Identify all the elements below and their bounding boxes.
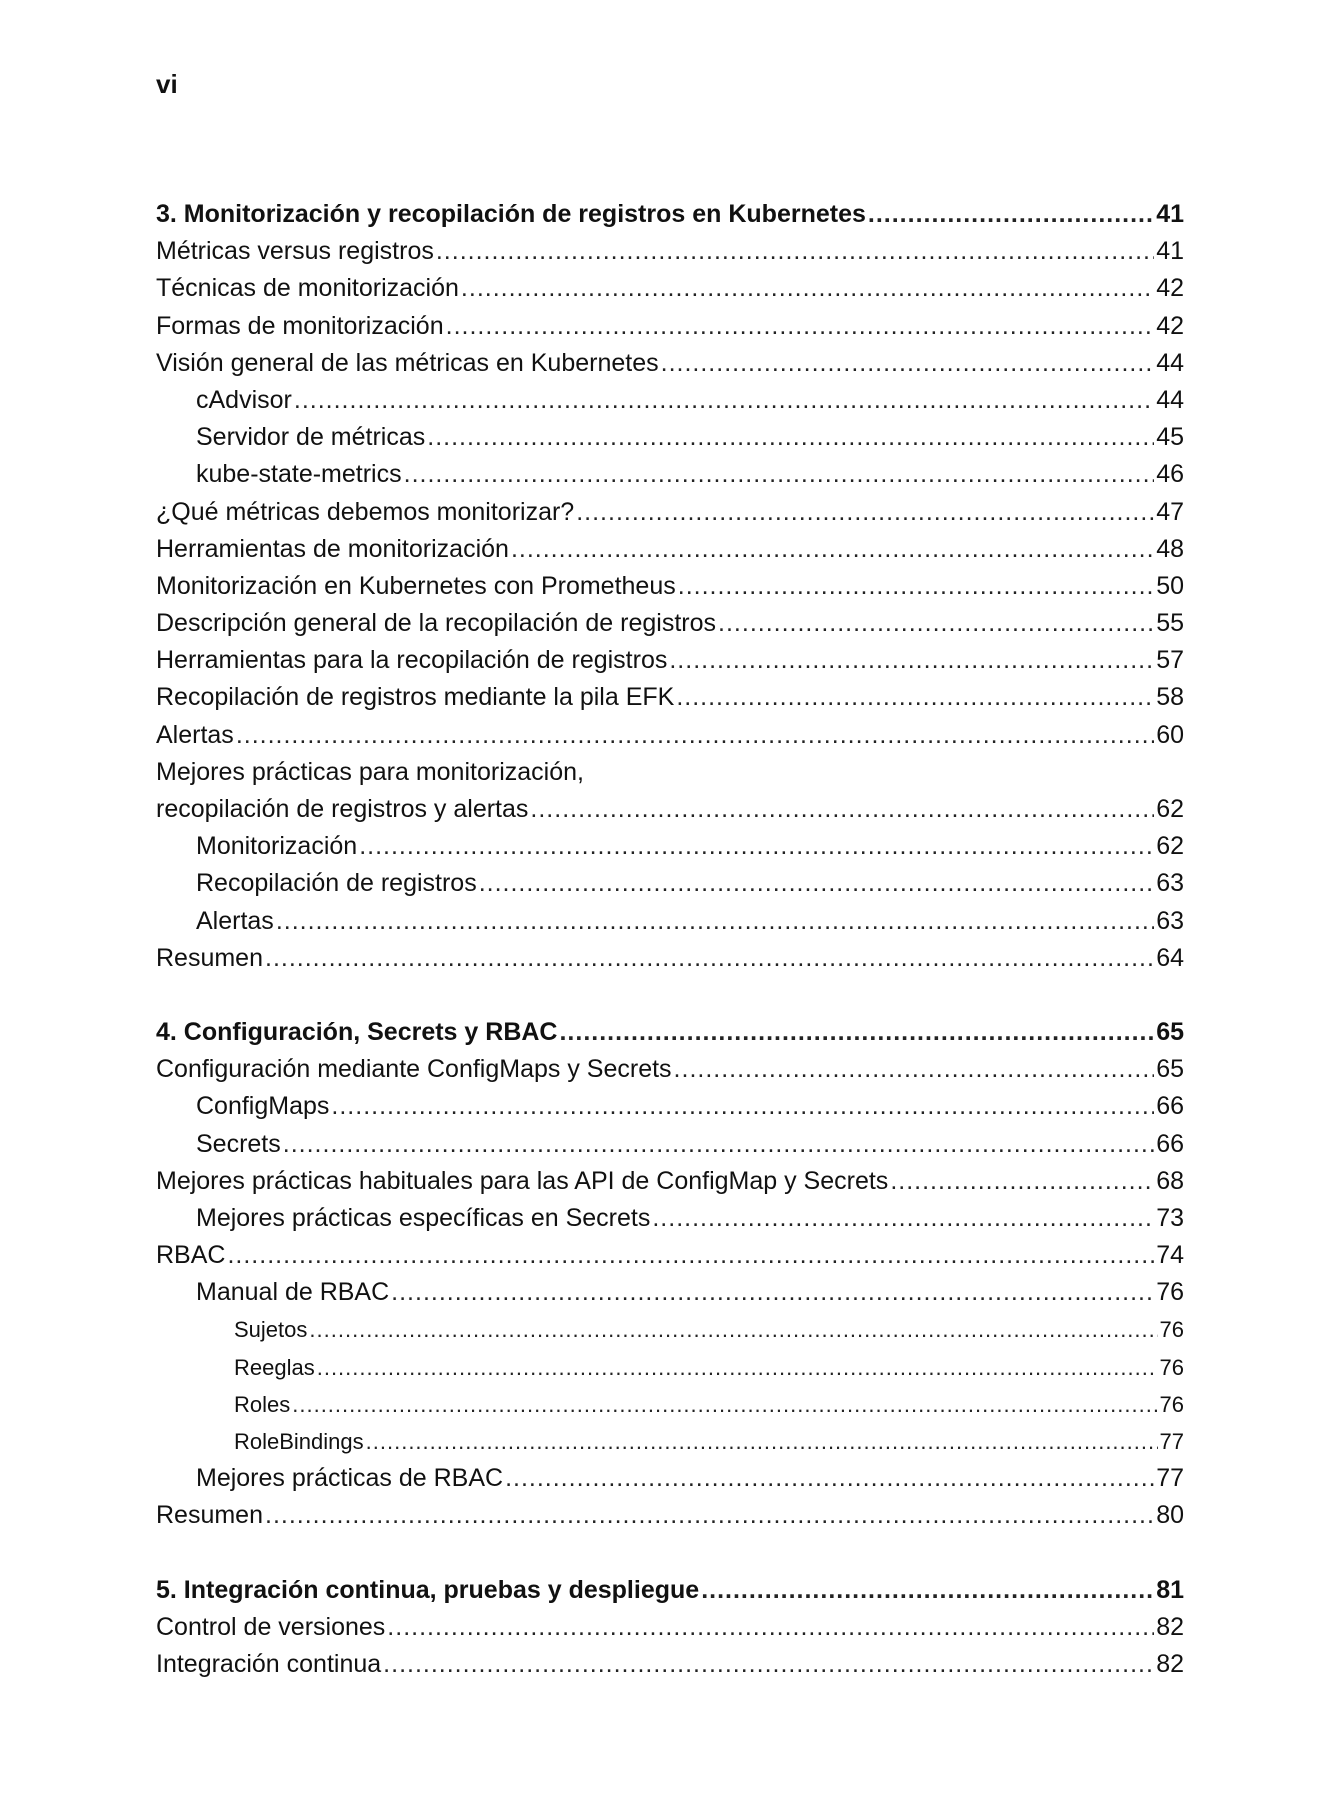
toc-entry[interactable] [156,1163,1184,1200]
entry-title: Alertas [196,906,274,935]
entry-title: Roles [234,1391,291,1417]
entry-page-number: 44 [1156,348,1184,377]
toc-entry[interactable] [156,679,1184,716]
entry-page-number: 44 [1156,385,1184,414]
entry-title: Técnicas de monitorización [156,274,459,303]
entry-page-number: 62 [1156,832,1184,861]
entry-title: RBAC [156,1241,226,1270]
toc-entry[interactable] [156,531,1184,568]
entry-title: ¿Qué métricas debemos monitorizar? [156,497,575,526]
entry-page-number: 42 [1156,311,1184,340]
dot-leader [436,233,1154,270]
entry-page-number: 77 [1159,1429,1184,1454]
toc-subentry[interactable] [156,1126,1184,1163]
dot-leader [309,1311,1157,1348]
dot-leader [294,382,1154,419]
chapter-heading[interactable] [156,1014,1184,1051]
dot-leader [292,1386,1157,1423]
dot-leader [530,791,1154,828]
entry-title: Secrets [196,1129,281,1158]
dot-leader [479,865,1154,902]
entry-title: RoleBindings [234,1429,364,1454]
dot-leader [387,1609,1154,1646]
entry-title: Recopilación de registros mediante la pila EFK [156,683,675,712]
entry-title: Herramientas para la recopilación de registros [156,646,668,675]
dot-leader [511,531,1154,568]
toc-entry[interactable] [156,233,1184,270]
table-of-contents [156,196,1184,1720]
entry-page-number: 74 [1156,1241,1184,1270]
chapter-title: 4. Configuración, Secrets y RBAC [156,1017,558,1046]
dot-leader [366,1423,1158,1460]
entry-page-number: 76 [1159,1317,1184,1343]
dot-leader [383,1646,1154,1683]
dot-leader [718,605,1154,642]
entry-page-number: 63 [1156,906,1184,935]
entry-page-number: 47 [1156,497,1184,526]
toc-chapter [156,1572,1184,1684]
toc-subsubentry[interactable] [156,1423,1184,1460]
dot-leader [661,345,1155,382]
dot-leader [701,1572,1154,1609]
dot-leader [446,308,1155,345]
entry-page-number: 60 [1156,720,1184,749]
entry-title: Visión general de las métricas en Kubernetes [156,348,659,377]
toc-entry[interactable] [156,1051,1184,1088]
toc-subsubentry[interactable] [156,1349,1184,1386]
dot-leader [868,196,1154,233]
toc-entry[interactable] [156,345,1184,382]
chapter-page-number: 41 [1156,200,1184,228]
entry-title: Herramientas de monitorización [156,534,509,563]
entry-title: Resumen [156,1501,263,1530]
entry-title: Configuración mediante ConfigMaps y Secrets [156,1055,672,1084]
entry-page-number: 82 [1156,1612,1184,1641]
entry-page-number: 55 [1156,609,1184,638]
entry-page-number: 66 [1156,1092,1184,1121]
entry-page-number: 76 [1159,1391,1184,1417]
entry-title: Formas de monitorización [156,311,444,340]
entry-title: Monitorización en Kubernetes con Prometheus [156,571,676,600]
entry-title: Descripción general de la recopilación de registros [156,609,717,638]
dot-leader [559,1014,1154,1051]
toc-entry[interactable] [156,1497,1184,1534]
entry-page-number: 58 [1156,683,1184,712]
dot-leader [283,1126,1154,1163]
chapter-title: 5. Integración continua, pruebas y despliegue [156,1575,700,1604]
entry-page-number: 42 [1156,274,1184,303]
toc-subentry[interactable] [156,903,1184,940]
toc-chapter [156,1014,1184,1535]
dot-leader [678,568,1154,605]
dot-leader [652,1200,1154,1237]
entry-title: Mejores prácticas específicas en Secrets [196,1203,651,1232]
entry-title: ConfigMaps [196,1092,330,1121]
dot-leader [317,1349,1158,1386]
dot-leader [427,419,1154,456]
toc-subentry[interactable] [156,1274,1184,1311]
entry-title: kube-state-metrics [196,460,402,489]
entry-page-number: 57 [1156,646,1184,675]
toc-entry-line[interactable] [156,754,1184,791]
dot-leader [265,940,1154,977]
entry-page-number: 62 [1156,795,1184,823]
entry-title: Métricas versus registros [156,237,434,266]
toc-entry[interactable] [156,270,1184,307]
toc-subentry[interactable] [156,1088,1184,1125]
dot-leader [404,456,1155,493]
toc-subentry[interactable] [156,456,1184,493]
dot-leader [676,679,1154,716]
entry-page-number: 45 [1156,423,1184,452]
toc-entry[interactable] [156,791,1184,828]
toc-entry[interactable] [156,1646,1184,1683]
entry-title: Servidor de métricas [196,423,426,452]
toc-subentry[interactable] [156,1200,1184,1237]
entry-page-number: 50 [1156,571,1184,600]
toc-entry[interactable] [156,605,1184,642]
entry-page-number: 48 [1156,534,1184,563]
entry-page-number: 63 [1156,869,1184,898]
dot-leader [331,1088,1154,1125]
toc-subentry[interactable] [156,382,1184,419]
entry-title: cAdvisor [196,385,292,414]
toc-subsubentry[interactable] [156,1311,1184,1348]
entry-title: Mejores prácticas de RBAC [196,1464,504,1493]
toc-entry[interactable] [156,568,1184,605]
toc-subentry[interactable] [156,865,1184,902]
chapter-page-number: 81 [1156,1575,1184,1604]
toc-subsubentry[interactable] [156,1386,1184,1423]
dot-leader [227,1237,1154,1274]
entry-title: Recopilación de registros [196,869,477,898]
dot-leader [359,828,1154,865]
chapter-heading[interactable] [156,1572,1184,1609]
dot-leader [461,270,1154,307]
toc-entry[interactable] [156,642,1184,679]
entry-page-number: 64 [1156,943,1184,972]
entry-title: Monitorización [196,832,358,861]
dot-leader [265,1497,1154,1534]
toc-entry[interactable] [156,940,1184,977]
entry-page-number: 46 [1156,460,1184,489]
entry-page-number: 68 [1156,1166,1184,1195]
dot-leader [890,1163,1154,1200]
toc-entry[interactable] [156,1609,1184,1646]
dot-leader [576,494,1154,531]
dot-leader [674,1051,1155,1088]
chapter-page-number: 65 [1156,1017,1184,1046]
chapter-heading[interactable] [156,196,1184,233]
entry-title: Manual de RBAC [196,1278,390,1307]
toc-subentry[interactable] [156,419,1184,456]
entry-page-number: 76 [1156,1278,1184,1307]
toc-entry[interactable] [156,494,1184,531]
toc-entry[interactable] [156,717,1184,754]
entry-page-number: 77 [1156,1464,1184,1493]
entry-title: Control de versiones [156,1612,386,1641]
toc-chapter [156,196,1184,977]
entry-page-number: 82 [1156,1649,1184,1678]
dot-leader [236,717,1154,754]
entry-page-number: 80 [1156,1501,1184,1530]
toc-subentry[interactable] [156,1460,1184,1497]
entry-page-number: 66 [1156,1129,1184,1158]
entry-page-number: 76 [1159,1354,1184,1380]
entry-title: Integración continua [156,1649,382,1678]
entry-page-number: 73 [1156,1203,1184,1232]
entry-page-number: 41 [1156,237,1184,266]
entry-title: Mejores prácticas habituales para las API de ConfigMap y Secrets [156,1166,889,1195]
page-number: vi [156,69,178,99]
dot-leader [391,1274,1154,1311]
toc-subentry[interactable] [156,828,1184,865]
entry-page-number: 65 [1156,1055,1184,1084]
toc-entry[interactable] [156,308,1184,345]
entry-title-continued: recopilación de registros y alertas [156,795,529,823]
entry-title: Reeglas [234,1354,315,1380]
toc-entry[interactable] [156,1237,1184,1274]
dot-leader [669,642,1154,679]
entry-title: Mejores prácticas para monitorización, [156,757,584,786]
chapter-title: 3. Monitorización y recopilación de registros en Kubernetes [156,200,866,228]
entry-title: Sujetos [234,1317,308,1343]
dot-leader [276,903,1154,940]
dot-leader [505,1460,1154,1497]
entry-title: Resumen [156,943,263,972]
entry-title: Alertas [156,720,234,749]
